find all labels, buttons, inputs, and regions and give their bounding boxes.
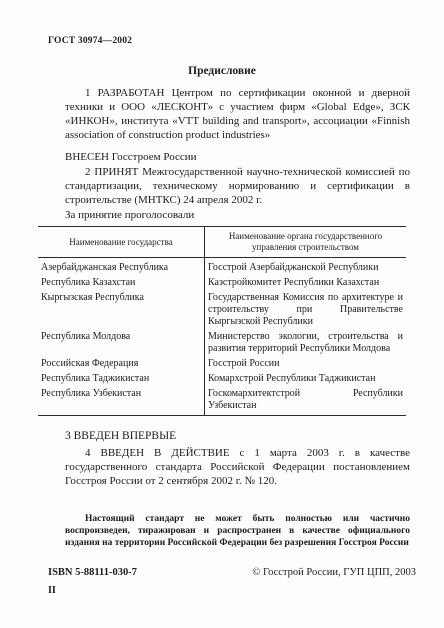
voted-intro: За принятие проголосовали [65,209,195,221]
table-row [38,372,406,387]
table-cell-body: Госкомархитектстрой Республики Узбекистан [205,387,407,416]
reproduction-notice: Настоящий стандарт не может быть полностью или частично воспроизведен, тиражирован и распространен в качестве официального издания на территории Российской Федерации без разрешения Госстроя России [65,514,410,548]
adopted-paragraph: 2 ПРИНЯТ Межгосударственной научно-технической комиссией по стандартизации, техническому нормированию и сертификации в строительстве (МНТКС) 24 апреля 2002 г. [65,166,410,206]
voting-table [38,226,406,416]
table-row [38,291,406,330]
table-cell-state: Республика Молдова [41,331,131,342]
table-cell-state: Республика Казахстан [41,277,136,288]
table-cell-body: Министерство экологии, строительства и развития территорий Республики Молдова [205,330,407,357]
table-cell-body: Госстрой Азербайджанской Республики [205,258,407,277]
table-row [38,387,406,416]
page-number: II [48,585,56,596]
isbn-label: ISBN 5-88111-030-7 [48,567,137,578]
developed-paragraph: 1 РАЗРАБОТАН Центром по сертификации оконной и дверной техники и ООО «ЛЕСКОНТ» с участием фирм «Global Edge», ЗСК «ИНКОН», института «VTT building and transport», ассоциации «Finnish association of construction product industries» [65,87,410,141]
copyright-label: © Госстрой России, ГУП ЦПП, 2003 [252,567,416,578]
table-row [38,276,406,291]
table-header-state: Наименование государства [38,227,205,258]
table-header-body: Наименование органа государственного управления строительством [205,227,407,258]
table-row [38,258,406,277]
first-time-line: 3 ВВЕДЕН ВПЕРВЫЕ [65,430,177,442]
table-header-row [38,227,406,258]
table-cell-body: Комархстрой Республики Таджикистан [205,372,407,387]
table-cell-state: Российская Федерация [41,358,139,369]
table-cell-body: Казстройкомитет Республики Казахстан [205,276,407,291]
standard-code: ГОСТ 30974—2002 [48,36,133,46]
table-cell-state: Республика Таджикистан [41,373,150,384]
table-cell-body: Государственная Комиссия по архитектуре и строительству при Правительстве Кыргызской Республики [205,291,407,330]
table-row [38,357,406,372]
effective-paragraph: 4 ВВЕДЕН В ДЕЙСТВИЕ с 1 марта 2003 г. в качестве государственного стандарта Российской Федерации постановлением Госстроя России от 2 сентября 2002 г. № 120. [65,447,410,487]
table-cell-state: Республика Узбекистан [38,387,205,416]
table-cell-state: Кыргызская Республика [41,292,144,303]
table-cell-body: Госстрой России [205,357,407,372]
preface-title: Предисловие [188,65,256,77]
introduced-by-line: ВНЕСЕН Госстроем России [65,151,197,163]
table-cell-state: Азербайджанская Республика [41,262,169,273]
table-row [38,330,406,357]
